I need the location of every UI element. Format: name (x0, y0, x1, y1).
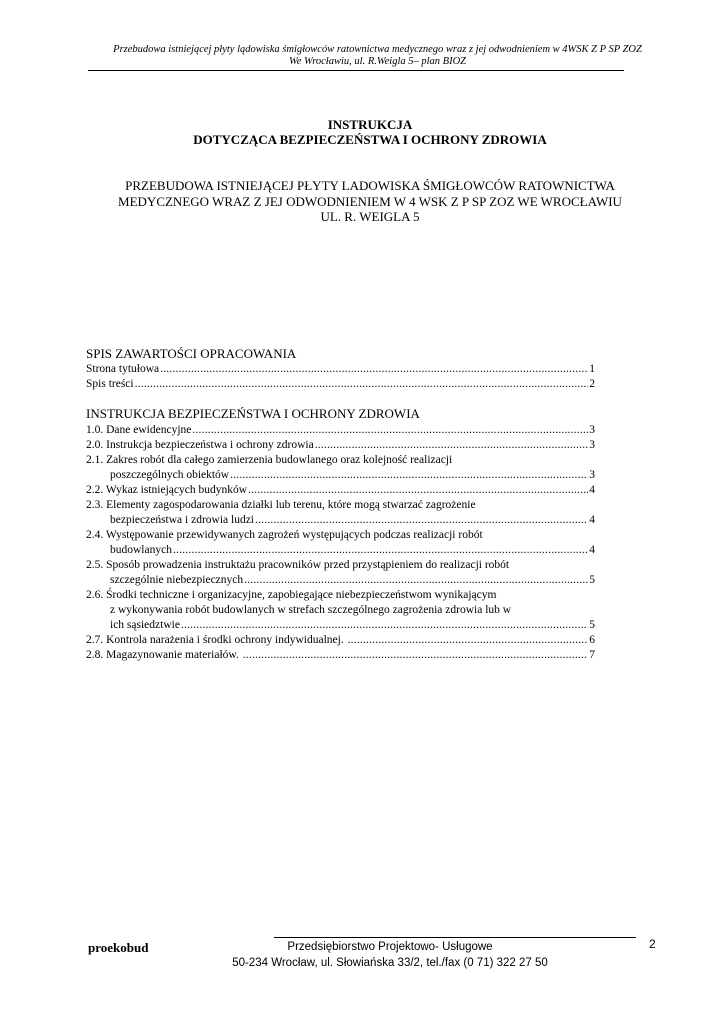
toc-entry-page: 4 (589, 484, 595, 496)
toc-entry-label-cont: ich sąsiedztwie (110, 619, 180, 631)
toc-entry-page: 4 (589, 544, 595, 556)
header-rule (88, 70, 624, 71)
contents-list (86, 362, 595, 392)
toc-entry-label: 2.0. Instrukcja bezpieczeństwa i ochrony zdrowia (86, 439, 314, 451)
toc-entry-label: Spis treści (86, 378, 134, 390)
toc-entry-label: 2.2. Wykaz istniejących budynków (86, 484, 248, 496)
toc-leader (348, 633, 589, 648)
toc-entry (86, 483, 595, 498)
toc-entry-label-cont: z wykonywania robót budowlanych w strefach szczególnego zagrożenia zdrowia lub w (110, 604, 512, 616)
toc-leader (248, 483, 588, 498)
toc-entry-page: 3 (589, 469, 595, 481)
toc-entry (86, 633, 595, 648)
page-number: 2 (649, 937, 656, 951)
toc-entry-label-cont: poszczególnych obiektów (110, 469, 230, 481)
subtitle-line-3: UL. R. WEIGLA 5 (320, 209, 420, 224)
toc-entry (86, 438, 595, 453)
toc-entry-page: 5 (589, 619, 595, 631)
title-line-2: DOTYCZĄCA BEZPIECZEŃSTWA I OCHRONY ZDROWIA (193, 132, 547, 147)
toc-entry-label-cont: szczególnie niebezpiecznych (110, 574, 244, 586)
title-line-1: INSTRUKCJA (327, 117, 413, 132)
toc-leader (315, 438, 589, 453)
header-line-1: Przebudowa istniejącej płyty lądowiska śmigłowców ratownictwa medycznego wraz z jej odwodnieniem w 4WSK Z P SP ZOZ (113, 44, 642, 55)
toc-entry (86, 588, 595, 633)
toc-entry-label: 2.7. Kontrola narażenia i środki ochrony indywidualnej. (86, 634, 347, 646)
toc-entry-page: 1 (589, 363, 595, 375)
toc-entry-label: 2.5. Sposób prowadzenia instruktażu pracowników przed przystąpieniem do realizacji robót (86, 559, 510, 571)
toc-entry (86, 528, 595, 558)
footer-address: 50-234 Wrocław, ul. Słowiańska 33/2, tel./fax (0 71) 322 27 50 (232, 957, 548, 969)
running-header (90, 44, 665, 68)
toc-entry (86, 648, 595, 663)
toc-entry (86, 558, 595, 588)
toc-leader (255, 513, 588, 528)
toc-entry (86, 362, 595, 377)
toc-entry-page: 4 (589, 514, 595, 526)
footer-logo: proekobud (88, 940, 149, 955)
toc-leader (230, 468, 588, 483)
toc-entry-page: 3 (589, 424, 595, 436)
contents-heading: SPIS ZAWARTOŚCI OPRACOWANIA (86, 346, 297, 361)
toc-leader (135, 377, 589, 392)
document-title (90, 117, 650, 147)
toc-leader (243, 648, 589, 663)
toc-entry-label: Strona tytułowa (86, 363, 160, 375)
toc-entry (86, 453, 595, 483)
toc-entry-page: 7 (589, 649, 595, 661)
footer-company (200, 939, 580, 971)
toc-leader (173, 543, 588, 558)
instruction-toc (86, 423, 595, 663)
toc-entry (86, 498, 595, 528)
toc-entry (86, 423, 595, 438)
header-line-2: We Wrocławiu, ul. R.Weigla 5– plan BIOZ (288, 56, 467, 67)
toc-entry-label: 2.4. Występowanie przewidywanych zagrożeń występujących podczas realizacji robót (86, 529, 483, 541)
toc-entry (86, 377, 595, 392)
toc-leader (244, 573, 588, 588)
subtitle-line-1: PRZEBUDOWA ISTNIEJĄCEJ PŁYTY LADOWISKA ŚMIGŁOWCÓW RATOWNICTWA (125, 178, 615, 193)
footer-rule (274, 937, 636, 938)
toc-entry-label: 2.3. Elementy zagospodarowania działki lub terenu, które mogą stwarzać zagrożenie (86, 499, 476, 511)
toc-leader (192, 423, 588, 438)
instruction-heading: INSTRUKCJA BEZPIECZEŃSTWA I OCHRONY ZDROWIA (86, 406, 420, 421)
footer-company-name: Przedsiębiorstwo Projektowo- Usługowe (287, 941, 493, 953)
toc-entry-label-cont: bezpieczeństwa i zdrowia ludzi (110, 514, 255, 526)
toc-entry-label: 1.0. Dane ewidencyjne (86, 424, 192, 436)
subtitle-line-2: MEDYCZNEGO WRAZ Z JEJ ODWODNIENIEM W 4 WSK Z P SP ZOZ WE WROCŁAWIU (118, 193, 622, 209)
toc-entry-label-cont: budowlanych (110, 544, 172, 556)
toc-entry-page: 6 (589, 634, 595, 646)
toc-entry-label: 2.1. Zakres robót dla całego zamierzenia budowlanego oraz kolejność realizacji (86, 454, 453, 466)
toc-entry-page: 3 (589, 439, 595, 451)
toc-entry-label: 2.8. Magazynowanie materiałów. (86, 649, 242, 661)
toc-leader (181, 618, 588, 633)
toc-entry-page: 5 (589, 574, 595, 586)
toc-entry-page: 2 (589, 378, 595, 390)
toc-entry-label: 2.6. Środki techniczne i organizacyjne, zapobiegające niebezpieczeństwom wynikającym (86, 589, 497, 601)
project-title (90, 178, 650, 225)
toc-leader (160, 362, 588, 377)
